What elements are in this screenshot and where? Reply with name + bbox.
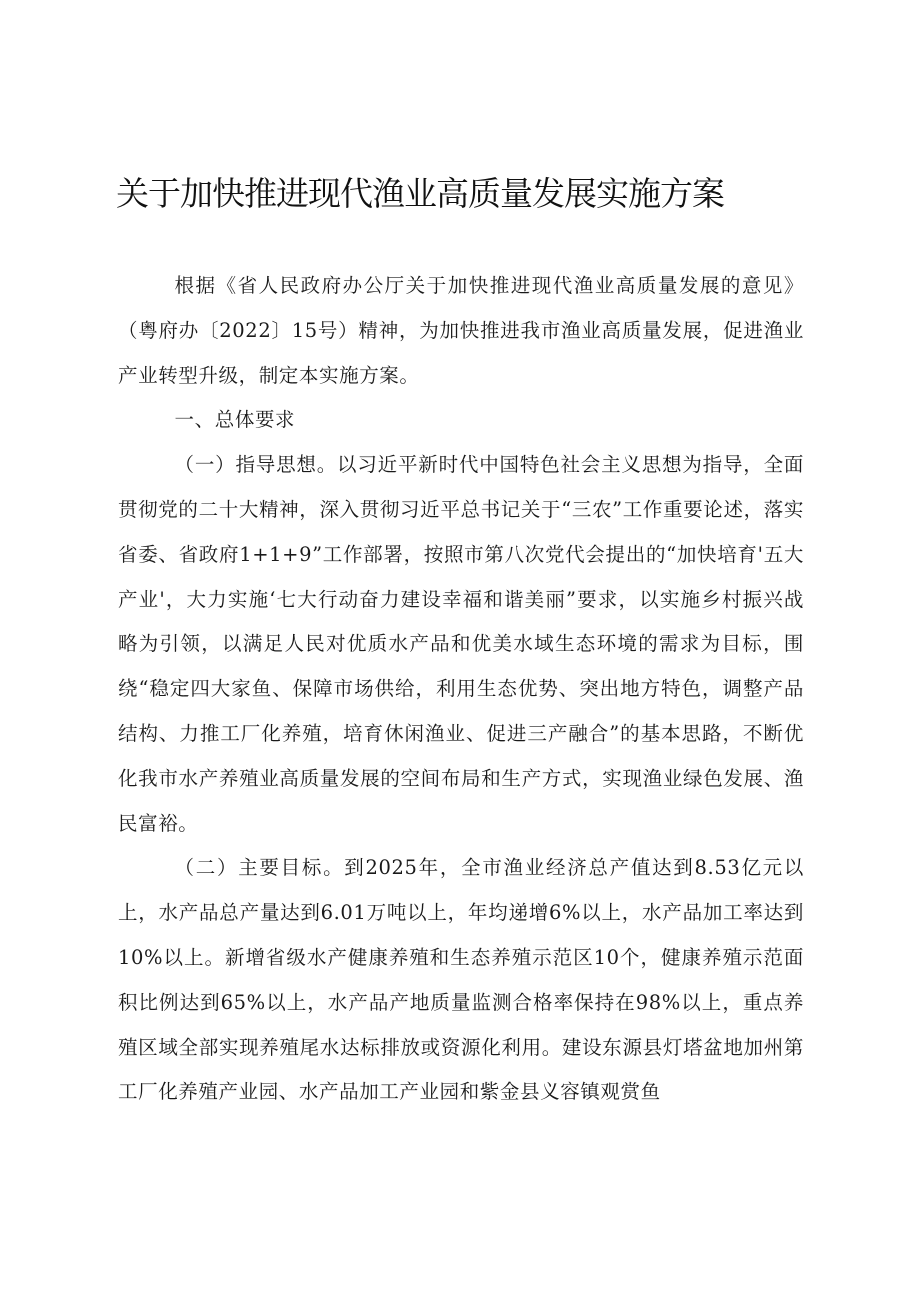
intro-paragraph: 根据《省人民政府办公厅关于加快推进现代渔业高质量发展的意见》（粤府办〔2022〕15号）精神，为加快推进我市渔业高质量发展，促进渔业产业转型升级，制定本实施方案。 — [118, 274, 804, 387]
document-body — [118, 264, 804, 1115]
document-title: 关于加快推进现代渔业高质量发展实施方案 — [116, 174, 724, 213]
section-heading-general-requirements: 一、总体要求 — [174, 408, 296, 432]
main-goals-paragraph: （二）主要目标。到2025年，全市渔业经济总产值达到8.53亿元以上，水产品总产量达到6.01万吨以上，年均递增6%以上，水产品加工率达到10%以上。新增省级水产健康养殖和生态养殖示范区10个，健康养殖示范面积比例达到65%以上，水产品产地质量监测合格率保持在98%以上，重点养殖区域全部实现养殖尾水达标排放或资源化利用。建设东源县灯塔盆地加州第工厂化养殖产业园、水产品加工产业园和紫金县义容镇观赏鱼 — [118, 856, 804, 1104]
guiding-ideology-paragraph: （一）指导思想。以习近平新时代中国特色社会主义思想为指导，全面贯彻党的二十大精神，深入贯彻习近平总书记关于“三农”工作重要论述，落实省委、省政府1+1+9”工作部署，按照市第八次党代会提出的“加快培育'五大产业'，大力实施‘七大行动奋力建设幸福和谐美丽”要求，以实施乡村振兴战略为引领，以满足人民对优质水产品和优美水域生态环境的需求为目标，围绕“稳定四大家鱼、保障市场供给，利用生态优势、突出地方特色，调整产品结构、力推工厂化养殖，培育休闲渔业、促进三产融合”的基本思路，不断优化我市水产养殖业高质量发展的空间布局和生产方式，实现渔业绿色发展、渔民富裕。 — [118, 453, 804, 835]
